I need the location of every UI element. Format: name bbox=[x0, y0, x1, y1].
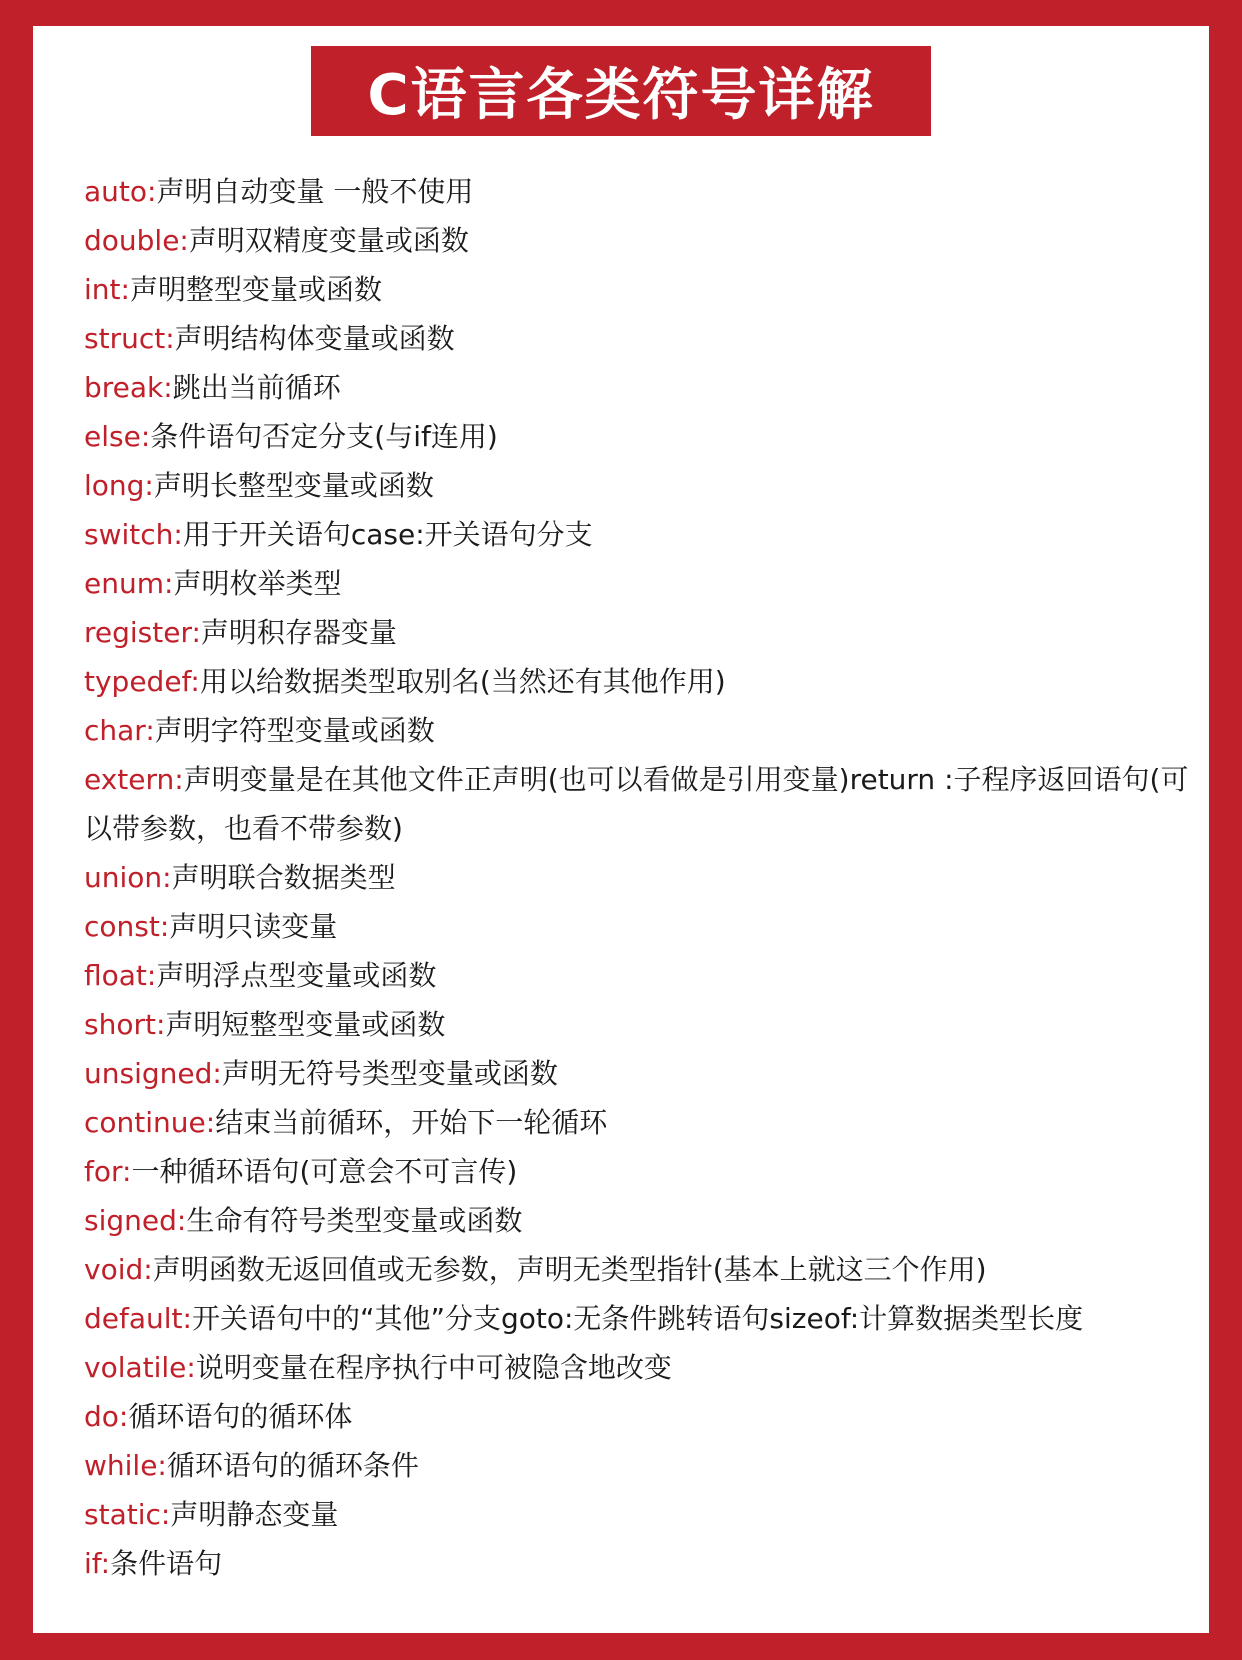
keyword-description: 条件语句 bbox=[110, 1547, 223, 1580]
list-item bbox=[84, 608, 1194, 657]
keyword-description: 说明变量在程序执行中可被隐含地改变 bbox=[195, 1351, 672, 1384]
keyword-description: 结束当前循环，开始下一轮循环 bbox=[215, 1106, 608, 1139]
keyword-description: 声明积存器变量 bbox=[200, 616, 397, 649]
list-item bbox=[84, 1441, 1194, 1490]
title-banner bbox=[311, 46, 931, 136]
keyword-label: default: bbox=[84, 1302, 192, 1335]
list-item bbox=[84, 1000, 1194, 1049]
keyword-label: struct: bbox=[84, 322, 175, 355]
keyword-label: volatile: bbox=[84, 1351, 196, 1384]
keyword-description: 声明长整型变量或函数 bbox=[153, 469, 434, 502]
list-item bbox=[84, 1147, 1194, 1196]
keyword-label: enum: bbox=[84, 567, 174, 600]
list-item bbox=[84, 265, 1194, 314]
keyword-label: char: bbox=[84, 714, 155, 747]
keyword-description: 声明静态变量 bbox=[170, 1498, 339, 1531]
list-item bbox=[84, 1294, 1194, 1343]
keyword-description: 用以给数据类型取别名(当然还有其他作用) bbox=[199, 665, 726, 698]
keyword-description: 循环语句的循环体 bbox=[128, 1400, 353, 1433]
keyword-description: 声明浮点型变量或函数 bbox=[156, 959, 437, 992]
keyword-label: else: bbox=[84, 420, 151, 453]
keyword-description: 声明自动变量 一般不使用 bbox=[156, 175, 474, 208]
keyword-description: 一种循环语句(可意会不可言传) bbox=[131, 1155, 518, 1188]
keyword-label: continue: bbox=[84, 1106, 216, 1139]
keyword-label: long: bbox=[84, 469, 154, 502]
list-item bbox=[84, 314, 1194, 363]
keyword-label: void: bbox=[84, 1253, 153, 1286]
keyword-description: 跳出当前循环 bbox=[172, 371, 341, 404]
keyword-label: double: bbox=[84, 224, 189, 257]
list-item bbox=[84, 1539, 1194, 1588]
keyword-description: 声明只读变量 bbox=[169, 910, 338, 943]
keyword-description: 声明函数无返回值或无参数，声明无类型指针(基本上就这三个作用) bbox=[152, 1253, 987, 1286]
list-item bbox=[84, 412, 1194, 461]
keyword-description: 声明字符型变量或函数 bbox=[154, 714, 435, 747]
keyword-label: do: bbox=[84, 1400, 129, 1433]
keyword-label: static: bbox=[84, 1498, 171, 1531]
list-item bbox=[84, 363, 1194, 412]
list-item bbox=[84, 853, 1194, 902]
keyword-label: while: bbox=[84, 1449, 167, 1482]
keyword-label: for: bbox=[84, 1155, 132, 1188]
list-item bbox=[84, 167, 1194, 216]
keyword-description: 声明整型变量或函数 bbox=[129, 273, 382, 306]
list-item bbox=[84, 706, 1194, 755]
keyword-label: break: bbox=[84, 371, 173, 404]
content-card bbox=[33, 26, 1209, 1633]
keyword-label: int: bbox=[84, 273, 130, 306]
list-item bbox=[84, 1196, 1194, 1245]
list-item bbox=[84, 1049, 1194, 1098]
keyword-description: 声明联合数据类型 bbox=[171, 861, 396, 894]
list-item bbox=[84, 461, 1194, 510]
list-item bbox=[84, 1098, 1194, 1147]
keyword-description: 声明双精度变量或函数 bbox=[188, 224, 469, 257]
keyword-label: switch: bbox=[84, 518, 183, 551]
list-item bbox=[84, 216, 1194, 265]
keyword-description: 声明枚举类型 bbox=[173, 567, 342, 600]
list-item bbox=[84, 902, 1194, 951]
keyword-label: short: bbox=[84, 1008, 166, 1041]
list-item bbox=[84, 657, 1194, 706]
keyword-description: 声明短整型变量或函数 bbox=[165, 1008, 446, 1041]
list-item bbox=[84, 755, 1194, 853]
list-item bbox=[84, 1392, 1194, 1441]
page-title: C语言各类符号详解 bbox=[367, 63, 875, 128]
keyword-description: 声明无符号类型变量或函数 bbox=[221, 1057, 558, 1090]
keyword-label: extern: bbox=[84, 763, 184, 796]
keyword-label: signed: bbox=[84, 1204, 187, 1237]
keyword-description: 声明结构体变量或函数 bbox=[174, 322, 455, 355]
list-item bbox=[84, 559, 1194, 608]
keyword-list bbox=[84, 167, 1194, 1588]
keyword-description: 用于开关语句case:开关语句分支 bbox=[182, 518, 593, 551]
keyword-description: 开关语句中的“其他”分支goto:无条件跳转语句sizeof:计算数据类型长度 bbox=[191, 1302, 1084, 1335]
list-item bbox=[84, 510, 1194, 559]
keyword-description: 声明变量是在其他文件正声明(也可以看做是引用变量)return :子程序返回语句(可以带参数，也看不带参数) bbox=[84, 763, 1189, 845]
keyword-label: typedef: bbox=[84, 665, 200, 698]
keyword-label: register: bbox=[84, 616, 201, 649]
list-item bbox=[84, 951, 1194, 1000]
list-item bbox=[84, 1343, 1194, 1392]
keyword-label: auto: bbox=[84, 175, 157, 208]
list-item bbox=[84, 1245, 1194, 1294]
keyword-description: 条件语句否定分支(与if连用) bbox=[150, 420, 498, 453]
keyword-description: 循环语句的循环条件 bbox=[166, 1449, 419, 1482]
keyword-label: union: bbox=[84, 861, 172, 894]
keyword-label: if: bbox=[84, 1547, 111, 1580]
keyword-label: const: bbox=[84, 910, 170, 943]
keyword-label: unsigned: bbox=[84, 1057, 222, 1090]
keyword-label: float: bbox=[84, 959, 157, 992]
list-item bbox=[84, 1490, 1194, 1539]
keyword-description: 生命有符号类型变量或函数 bbox=[186, 1204, 523, 1237]
